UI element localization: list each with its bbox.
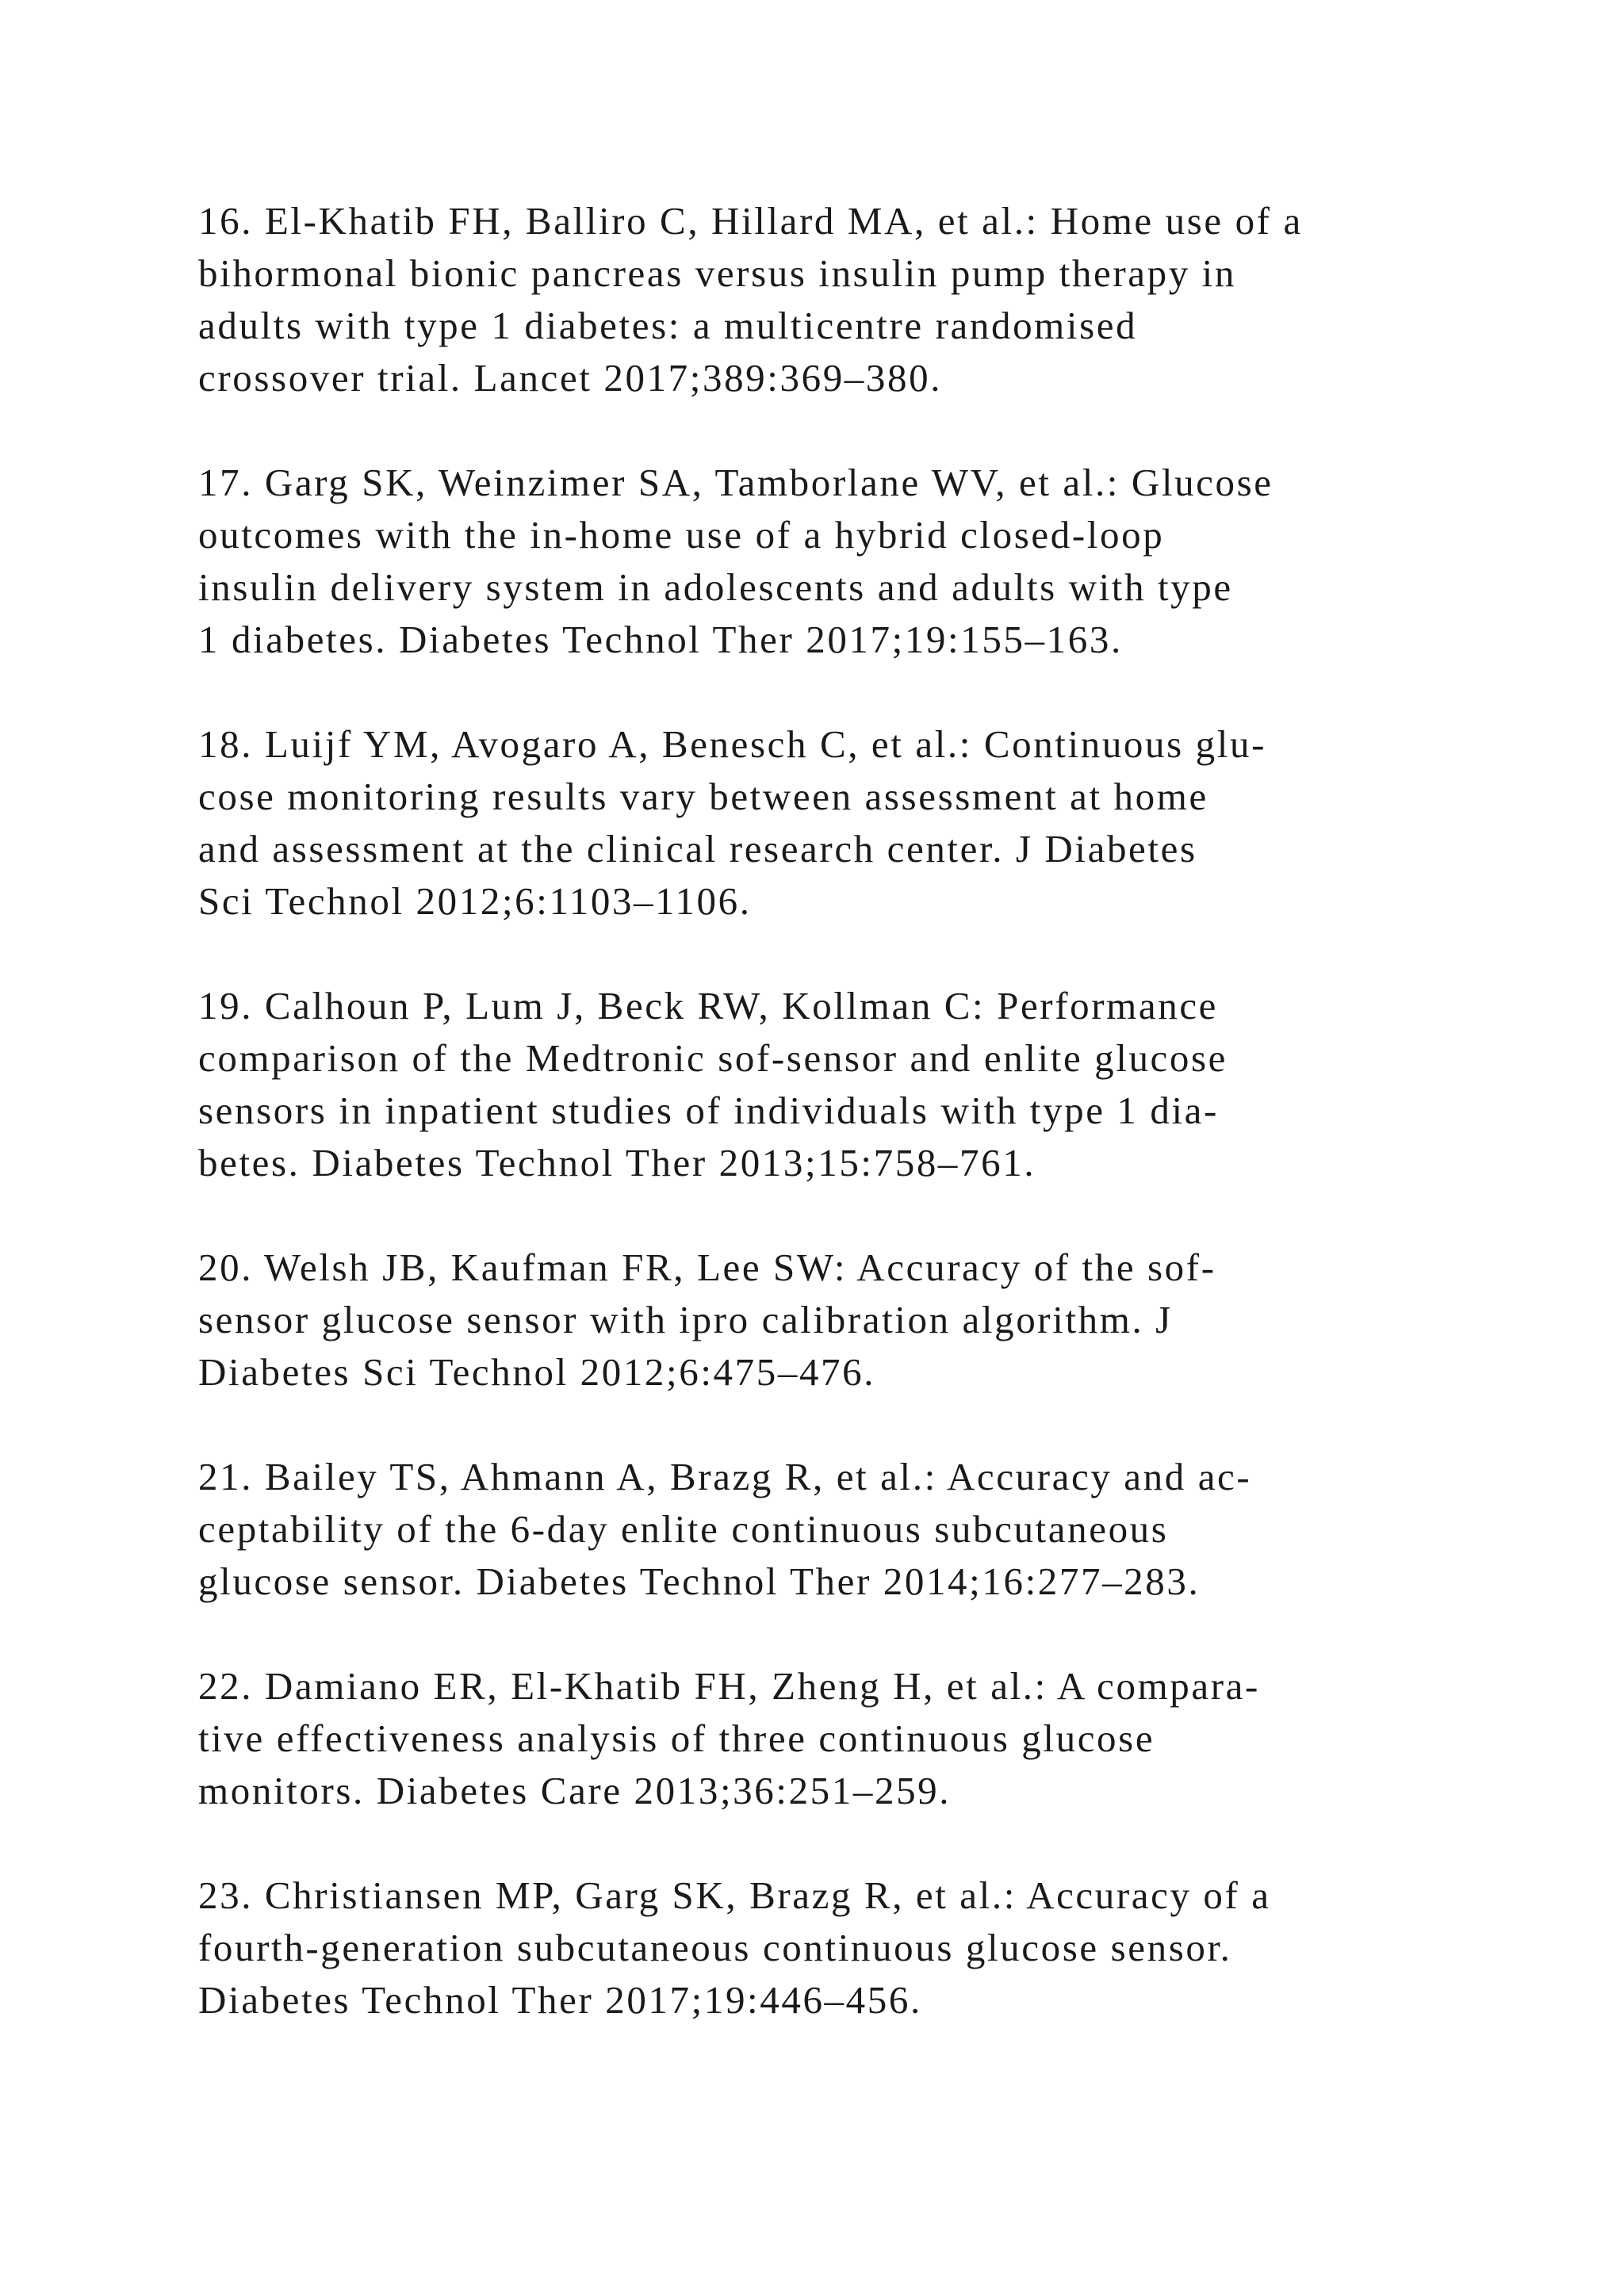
reference-line: cose monitoring results vary between assessment at home (198, 775, 1208, 818)
reference-line: Diabetes Technol Ther 2017;19:446–456. (198, 1978, 922, 2022)
reference-line: insulin delivery system in adolescents and adults with type (198, 565, 1233, 609)
reference-line: outcomes with the in-home use of a hybrid closed-loop (198, 513, 1165, 557)
reference-19 (198, 980, 1546, 1189)
reference-line: 17. Garg SK, Weinzimer SA, Tamborlane WV, et al.: Glucose (198, 461, 1274, 504)
reference-21 (198, 1451, 1546, 1608)
reference-line: bihormonal bionic pancreas versus insulin pump therapy in (198, 251, 1236, 295)
reference-line: and assessment at the clinical research center. J Diabetes (198, 827, 1197, 871)
reference-line: monitors. Diabetes Care 2013;36:251–259. (198, 1769, 952, 1812)
reference-line: 19. Calhoun P, Lum J, Beck RW, Kollman C: Performance (198, 984, 1219, 1027)
reference-line: betes. Diabetes Technol Ther 2013;15:758–761. (198, 1141, 1036, 1184)
reference-line: tive effectiveness analysis of three continuous glucose (198, 1716, 1155, 1760)
reference-line: fourth-generation subcutaneous continuous glucose sensor. (198, 1926, 1232, 1969)
reference-line: 23. Christiansen MP, Garg SK, Brazg R, et al.: Accuracy of a (198, 1873, 1271, 1917)
reference-23 (198, 1869, 1546, 2026)
reference-line: crossover trial. Lancet 2017;389:369–380. (198, 356, 943, 400)
reference-17 (198, 457, 1546, 666)
reference-line: 1 diabetes. Diabetes Technol Ther 2017;19:155–163. (198, 618, 1123, 661)
reference-line: comparison of the Medtronic sof-sensor and enlite glucose (198, 1036, 1228, 1080)
reference-18 (198, 718, 1546, 928)
reference-22 (198, 1660, 1546, 1817)
reference-20 (198, 1242, 1546, 1399)
reference-line: glucose sensor. Diabetes Technol Ther 2014;16:277–283. (198, 1559, 1201, 1603)
reference-line: 21. Bailey TS, Ahmann A, Brazg R, et al.: Accuracy and ac- (198, 1455, 1252, 1498)
reference-line: 22. Damiano ER, El-Khatib FH, Zheng H, et al.: A compara- (198, 1664, 1260, 1708)
reference-16 (198, 195, 1546, 404)
reference-line: ceptability of the 6-day enlite continuous subcutaneous (198, 1507, 1169, 1551)
reference-line: Diabetes Sci Technol 2012;6:475–476. (198, 1350, 876, 1394)
reference-line: adults with type 1 diabetes: a multicentre randomised (198, 304, 1138, 347)
reference-line: sensors in inpatient studies of individuals with type 1 dia- (198, 1089, 1219, 1132)
reference-line: 20. Welsh JB, Kaufman FR, Lee SW: Accuracy of the sof- (198, 1246, 1216, 1289)
reference-line: Sci Technol 2012;6:1103–1106. (198, 879, 752, 923)
reference-list (198, 195, 1546, 2079)
reference-line: sensor glucose sensor with ipro calibration algorithm. J (198, 1298, 1173, 1341)
reference-line: 18. Luijf YM, Avogaro A, Benesch C, et al.: Continuous glu- (198, 722, 1266, 766)
reference-line: 16. El-Khatib FH, Balliro C, Hillard MA, et al.: Home use of a (198, 199, 1303, 243)
